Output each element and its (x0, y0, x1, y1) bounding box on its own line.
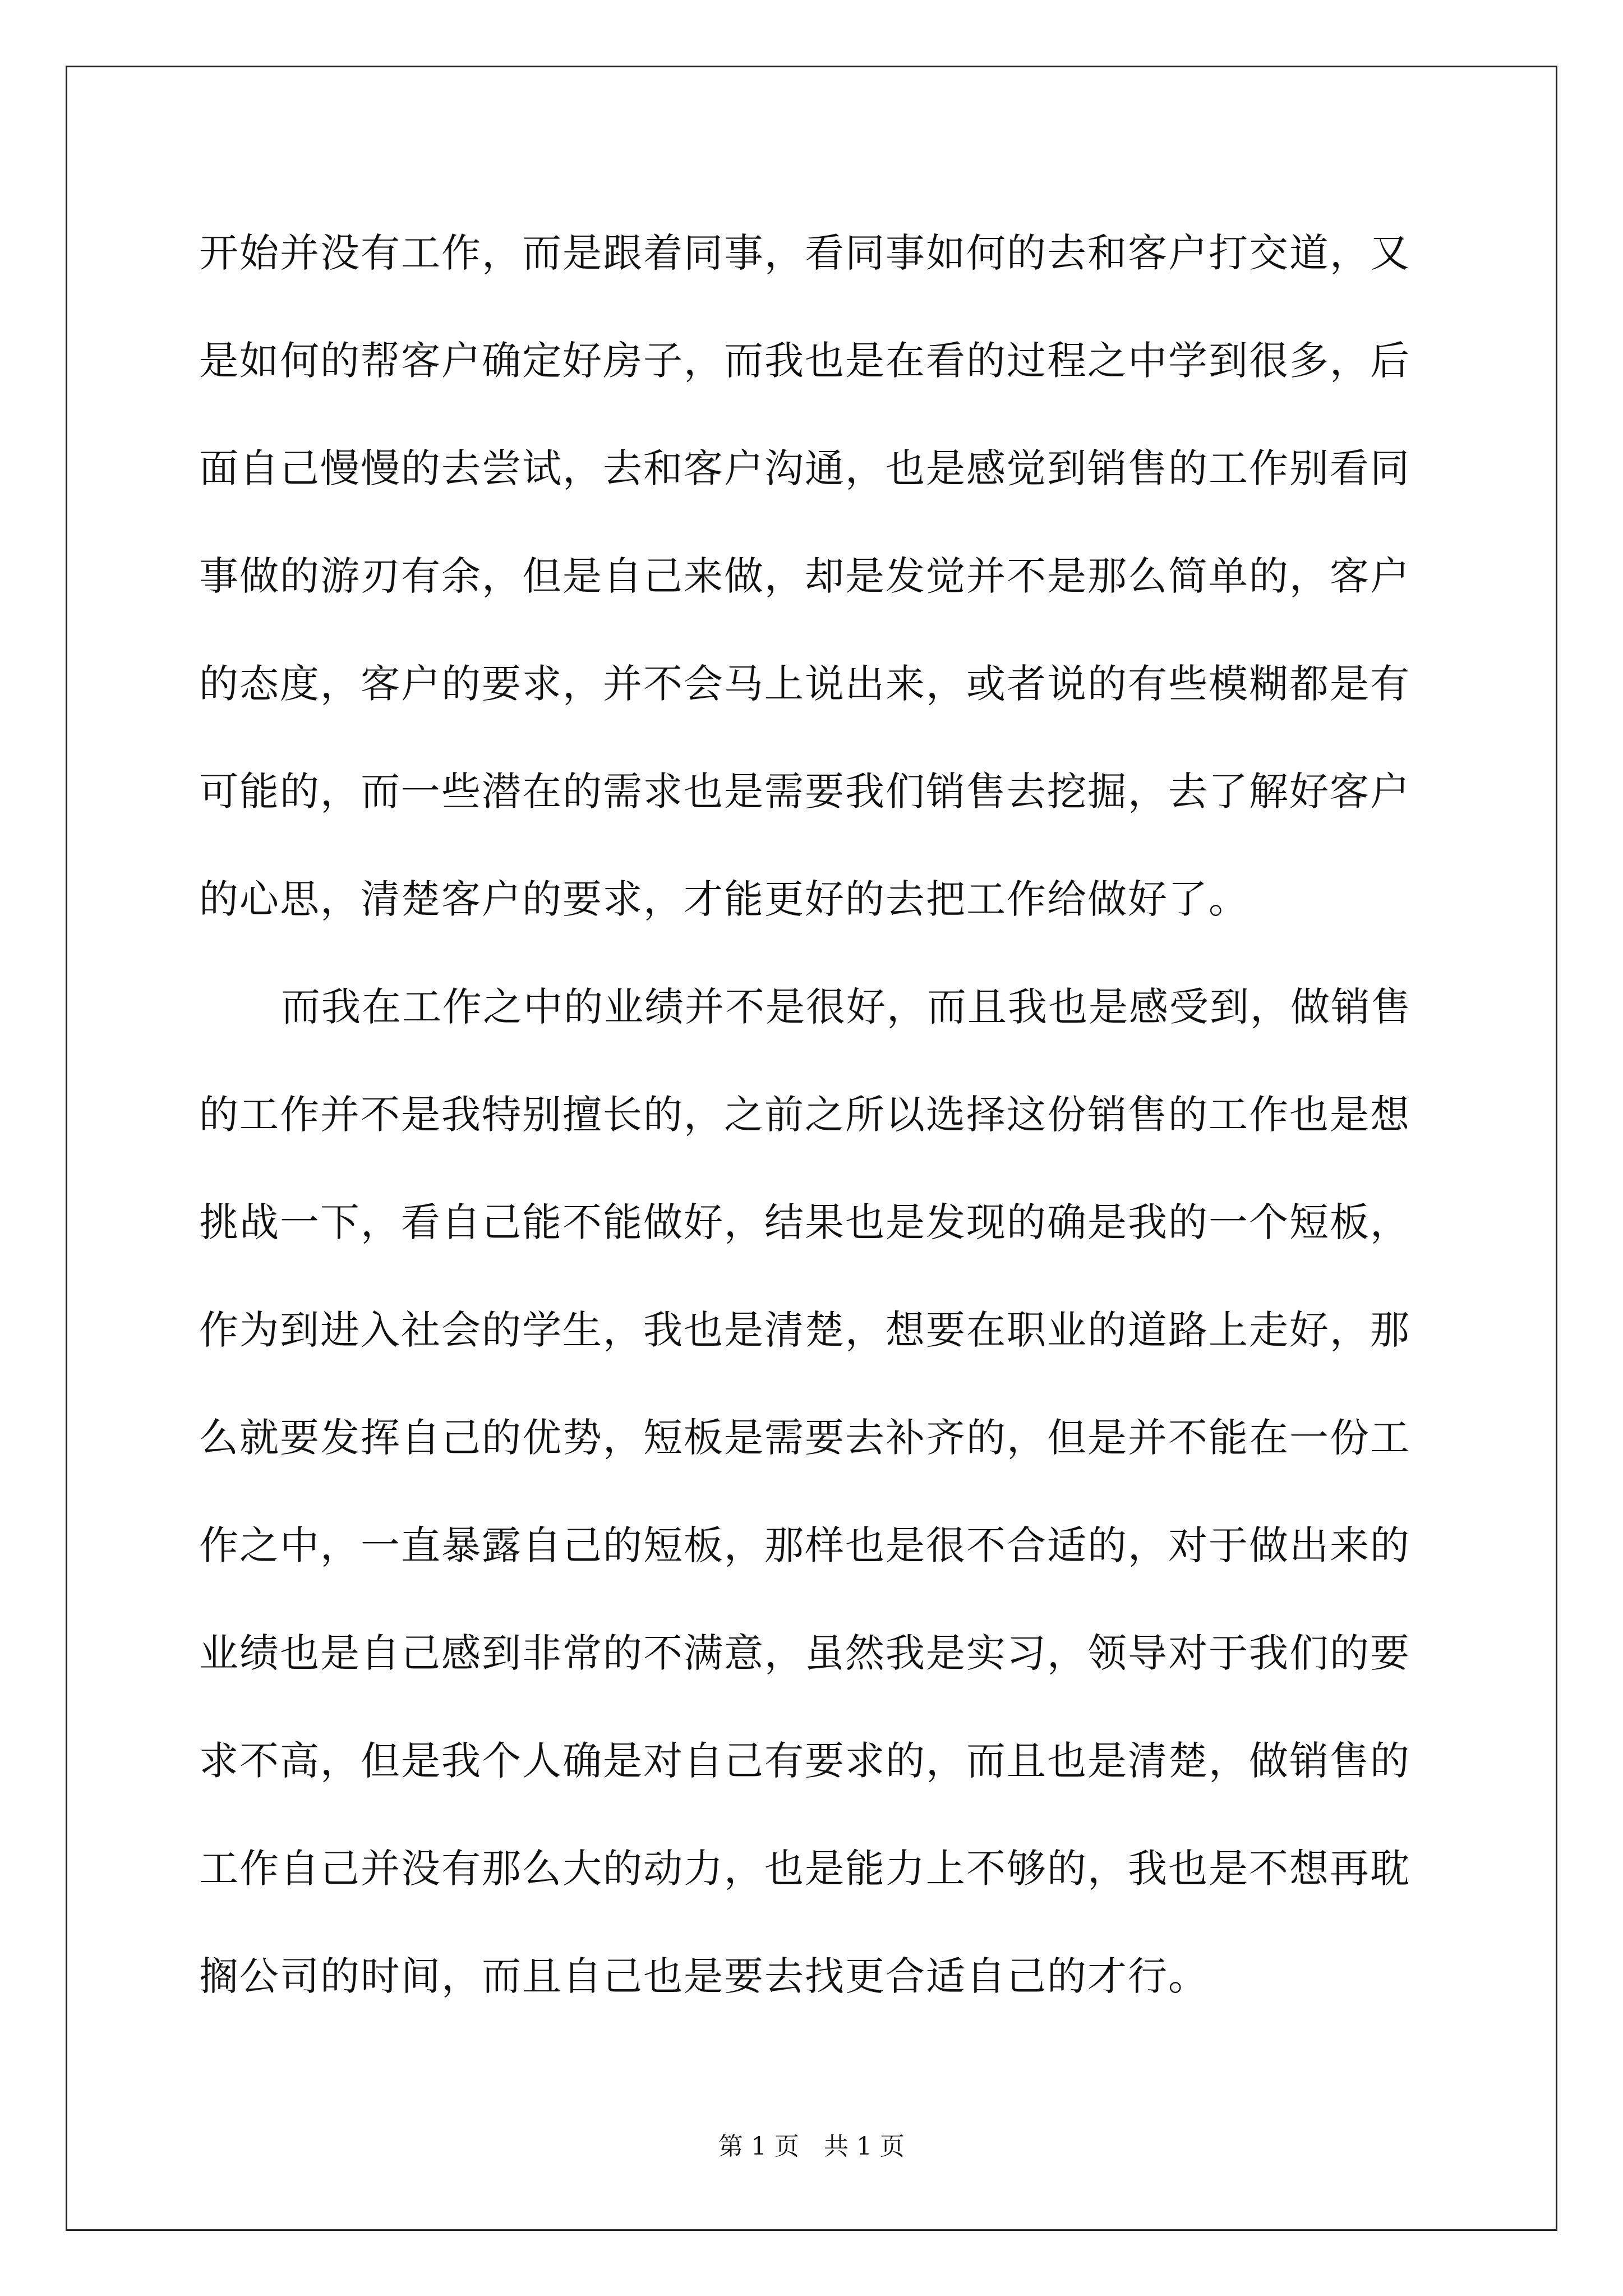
text-line: 面自己慢慢的去尝试，去和客户沟通，也是感觉到销售的工作别看同 (199, 445, 1410, 491)
text-line: 工作自己并没有那么大的动力，也是能力上不够的，我也是不想再耽 (199, 1846, 1410, 1892)
text-line: 而我在工作之中的业绩并不是很好，而且我也是感受到，做销售 (281, 984, 1412, 1030)
text-line: 挑战一下，看自己能不能做好，结果也是发现的确是我的一个短板， (199, 1199, 1410, 1245)
text-line: 作为到进入社会的学生，我也是清楚，想要在职业的道路上走好，那 (199, 1307, 1410, 1353)
text-line: 作之中，一直暴露自己的短板，那样也是很不合适的，对于做出来的 (199, 1522, 1410, 1568)
text-line: 是如何的帮客户确定好房子，而我也是在看的过程之中学到很多，后 (199, 338, 1410, 384)
text-line: 的心思，清楚客户的要求，才能更好的去把工作给做好了。 (199, 876, 1249, 922)
document-body (199, 199, 1427, 2030)
text-line: 事做的游刃有余，但是自己来做，却是发觉并不是那么简单的，客户 (199, 553, 1410, 599)
text-line: 开始并没有工作，而是跟着同事，看同事如何的去和客户打交道，又 (199, 230, 1410, 276)
text-line: 求不高，但是我个人确是对自己有要求的，而且也是清楚，做销售的 (199, 1738, 1410, 1784)
page-number-footer: 第 1 页 共 1 页 (718, 2132, 905, 2161)
text-line: 业绩也是自己感到非常的不满意，虽然我是实习，领导对于我们的要 (199, 1630, 1410, 1676)
paragraph-2 (199, 953, 1427, 2030)
text-line: 的态度，客户的要求，并不会马上说出来，或者说的有些模糊都是有 (199, 661, 1410, 707)
text-line: 搁公司的时间，而且自己也是要去找更合适自己的才行。 (199, 1953, 1209, 1999)
text-line: 的工作并不是我特别擅长的，之前之所以选择这份销售的工作也是想 (199, 1092, 1410, 1138)
text-line: 可能的，而一些潜在的需求也是需要我们销售去挖掘，去了解好客户 (199, 769, 1410, 815)
text-line: 么就要发挥自己的优势，短板是需要去补齐的，但是并不能在一份工 (199, 1415, 1410, 1461)
paragraph-1 (199, 199, 1427, 953)
